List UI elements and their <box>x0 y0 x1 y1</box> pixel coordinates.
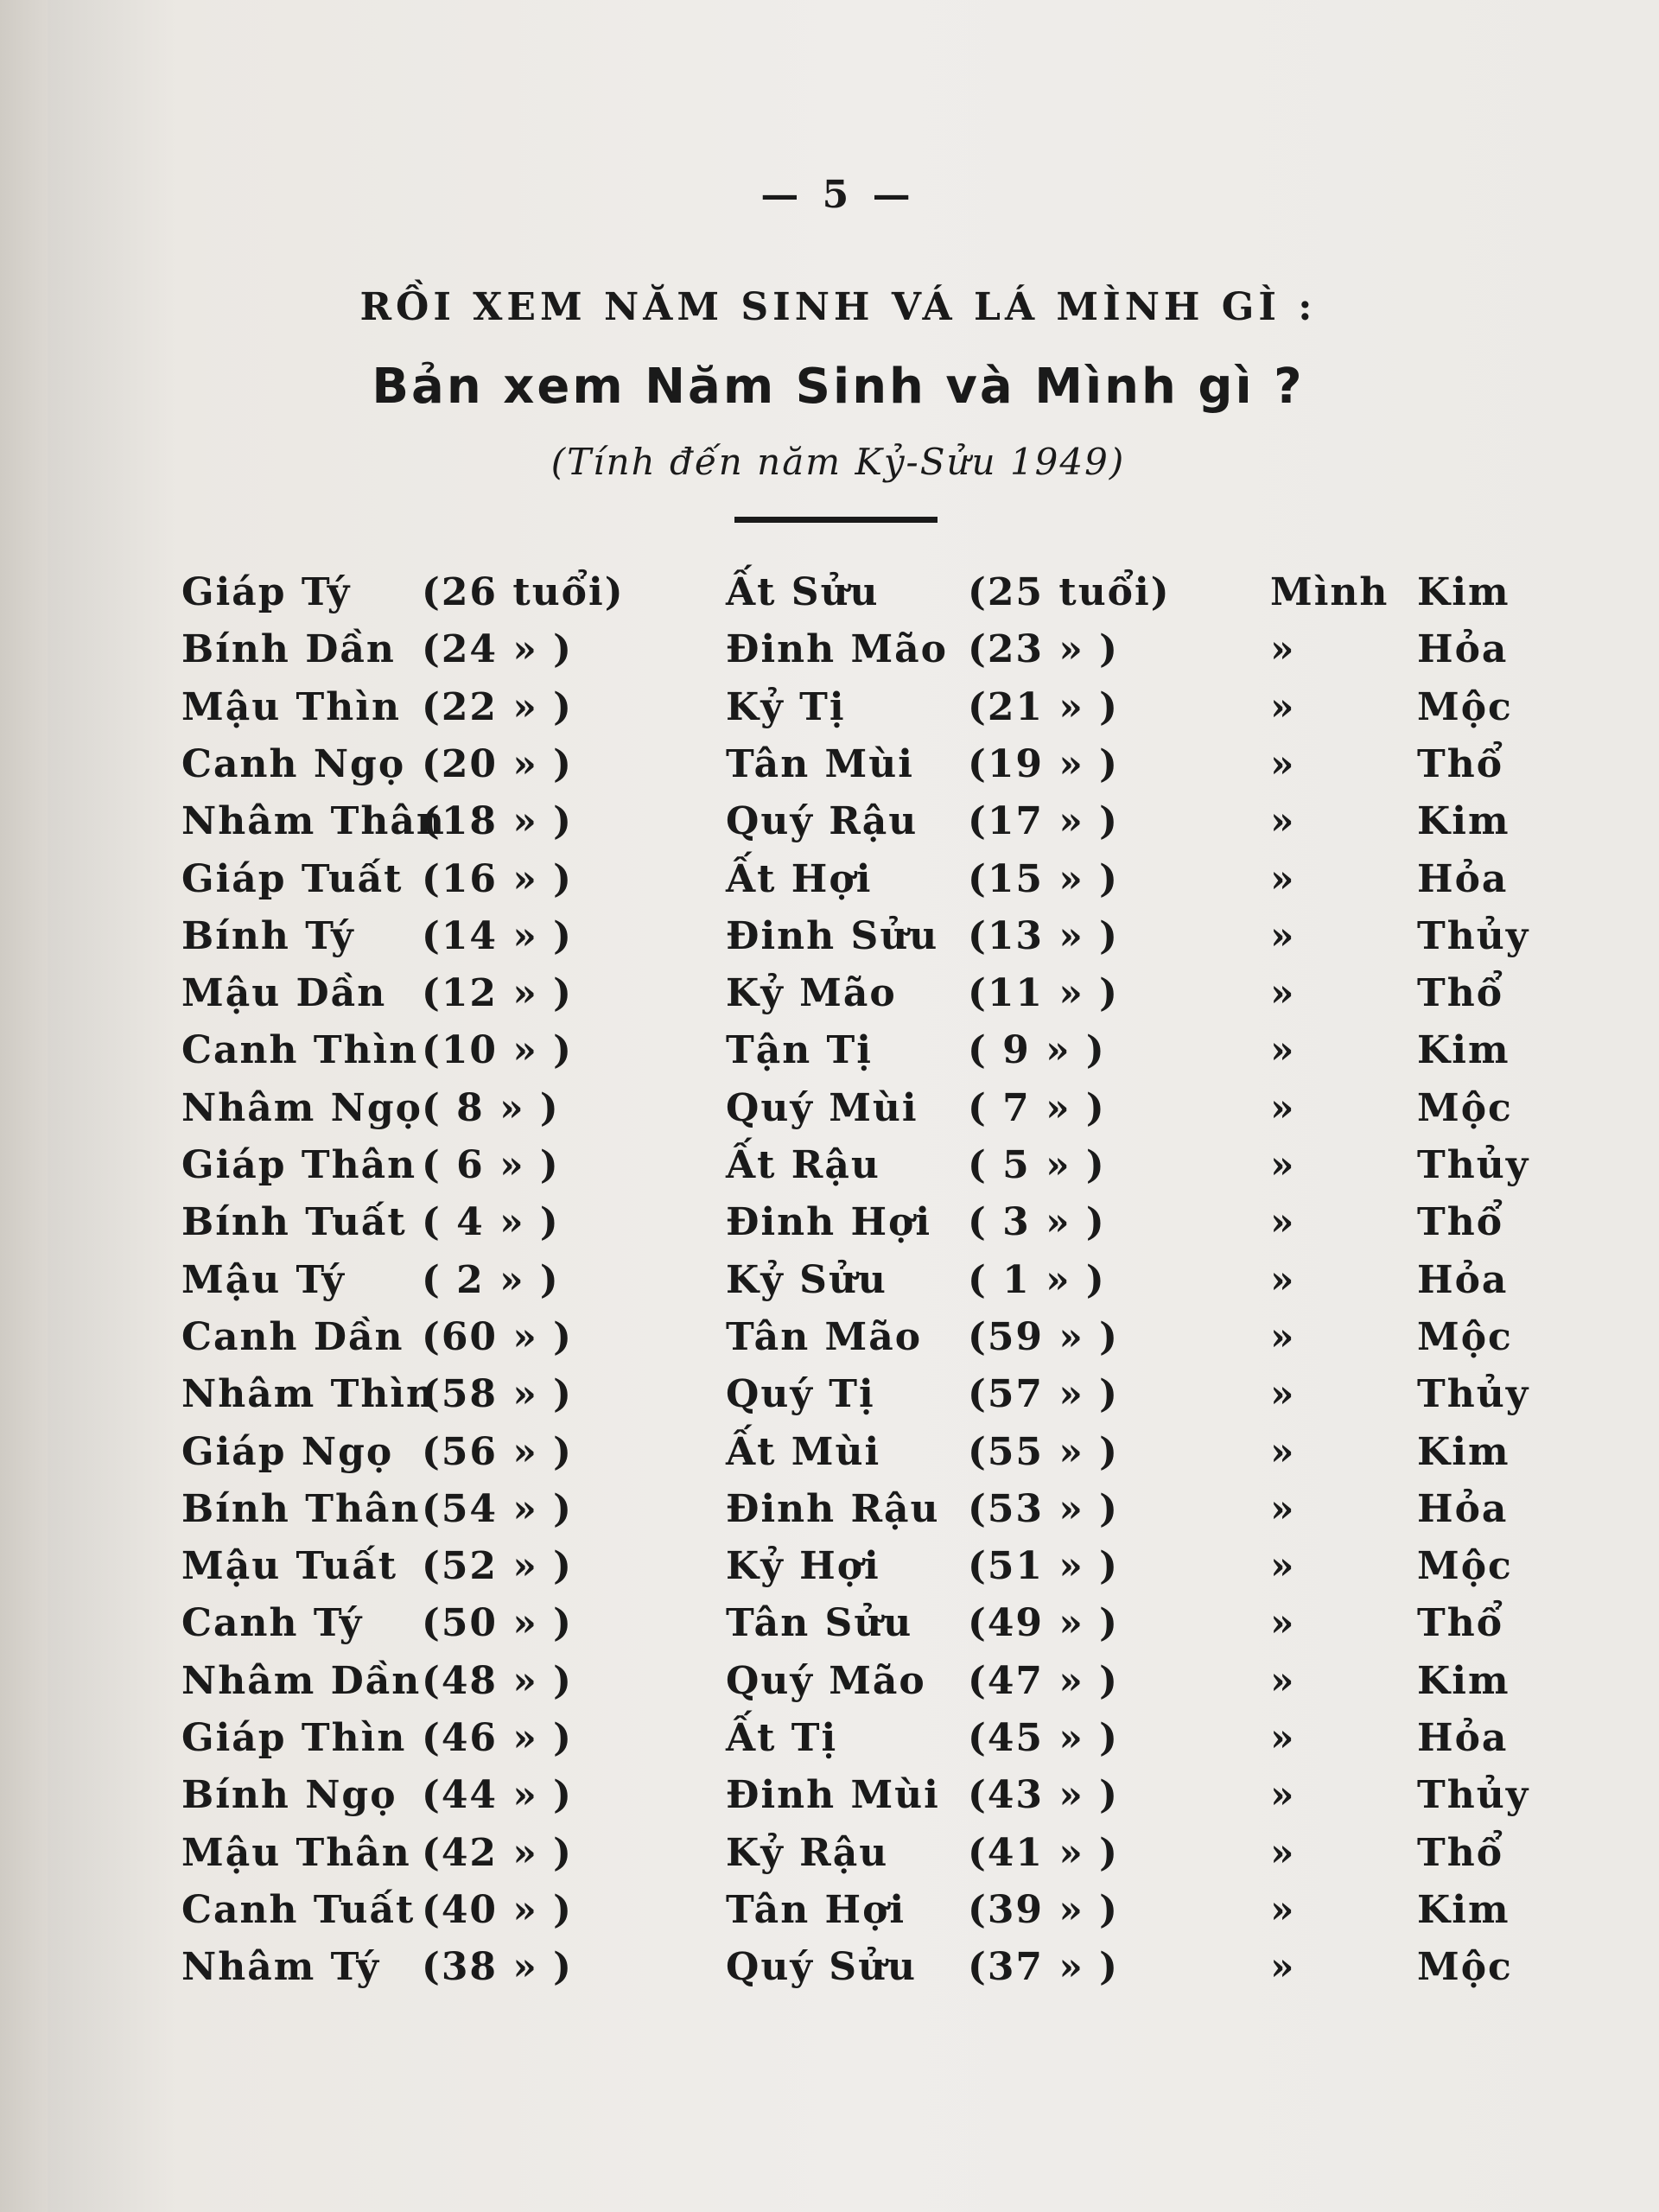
element-cell: Hỏa <box>1417 1716 1509 1760</box>
age-cell: (38 » ) <box>422 1945 574 1990</box>
age-cell: (11 » ) <box>968 971 1120 1016</box>
element-cell: Thổ <box>1417 1200 1504 1245</box>
element-cell: Kim <box>1417 1429 1510 1474</box>
label-cell: » <box>1270 1887 1296 1932</box>
element-cell: Kim <box>1417 799 1510 844</box>
element-cell: Thủy <box>1417 1773 1530 1818</box>
label-cell: » <box>1270 741 1296 786</box>
table-row <box>0 1143 1659 1195</box>
table-row <box>0 1716 1659 1768</box>
element-cell: Mộc <box>1417 1544 1513 1589</box>
title-underline <box>734 517 938 523</box>
age-cell: (13 » ) <box>968 913 1120 958</box>
table-row <box>0 799 1659 851</box>
label-cell: » <box>1270 1544 1296 1589</box>
age-cell: (46 » ) <box>422 1716 574 1760</box>
age-cell: (19 » ) <box>968 741 1120 786</box>
table-row <box>0 1258 1659 1310</box>
year-name-cell: Tân Mùi <box>726 741 914 786</box>
year-name-cell: Đinh Sửu <box>726 913 939 958</box>
year-name-cell: Giáp Thân <box>181 1143 417 1187</box>
year-name-cell: Mậu Tuất <box>181 1544 398 1589</box>
year-name-cell: Ất Mùi <box>726 1429 881 1474</box>
element-cell: Mộc <box>1417 1945 1513 1990</box>
table-row <box>0 1888 1659 1940</box>
label-cell: » <box>1270 913 1296 958</box>
year-name-cell: Quý Rậu <box>726 799 918 844</box>
element-cell: Kim <box>1417 1887 1510 1932</box>
year-name-cell: Tân Mão <box>726 1314 923 1359</box>
age-cell: (45 » ) <box>968 1716 1120 1760</box>
year-name-cell: Ất Sửu <box>726 570 880 614</box>
label-cell: » <box>1270 1200 1296 1245</box>
element-cell: Hỏa <box>1417 856 1509 901</box>
table-row <box>0 1601 1659 1653</box>
year-name-cell: Kỷ Sửu <box>726 1257 887 1302</box>
element-cell: Mộc <box>1417 1085 1513 1130</box>
table-row <box>0 627 1659 679</box>
year-name-cell: Mậu Thân <box>181 1830 411 1875</box>
page-number: — 5 — <box>760 173 916 217</box>
year-name-cell: Ất Rậu <box>726 1143 880 1187</box>
label-cell: » <box>1270 1945 1296 1990</box>
year-name-cell: Canh Tý <box>181 1601 364 1646</box>
age-cell: (41 » ) <box>968 1830 1120 1875</box>
table-subtitle: (Tính đến năm Kỷ-Sửu 1949) <box>550 441 1126 483</box>
year-name-cell: Giáp Ngọ <box>181 1429 394 1474</box>
age-cell: (24 » ) <box>422 627 574 672</box>
table-title: Bản xem Năm Sinh và Mình gì ? <box>372 359 1305 415</box>
age-cell: (59 » ) <box>968 1314 1120 1359</box>
table-row <box>0 742 1659 794</box>
element-cell: Hỏa <box>1417 627 1509 672</box>
table-row <box>0 1200 1659 1252</box>
age-cell: ( 5 » ) <box>968 1143 1106 1187</box>
table-row <box>0 1372 1659 1424</box>
age-cell: ( 2 » ) <box>422 1257 560 1302</box>
table-row <box>0 1086 1659 1138</box>
label-cell: Mình <box>1270 570 1389 614</box>
year-name-cell: Quý Sửu <box>726 1945 917 1990</box>
year-name-cell: Bính Tý <box>181 913 355 958</box>
age-cell: ( 1 » ) <box>968 1257 1106 1302</box>
year-name-cell: Bính Tuất <box>181 1200 407 1245</box>
year-name-cell: Canh Dần <box>181 1314 404 1359</box>
age-cell: (18 » ) <box>422 799 574 844</box>
label-cell: » <box>1270 1429 1296 1474</box>
label-cell: » <box>1270 971 1296 1016</box>
age-cell: (40 » ) <box>422 1887 574 1932</box>
element-cell: Hỏa <box>1417 1486 1509 1531</box>
age-cell: (44 » ) <box>422 1773 574 1818</box>
age-cell: (20 » ) <box>422 741 574 786</box>
year-name-cell: Mậu Dần <box>181 971 387 1016</box>
year-name-cell: Tân Hợi <box>726 1887 906 1932</box>
age-cell: (55 » ) <box>968 1429 1120 1474</box>
age-cell: (12 » ) <box>422 971 574 1016</box>
year-name-cell: Đinh Mùi <box>726 1773 940 1818</box>
age-cell: (53 » ) <box>968 1486 1120 1531</box>
age-cell: (50 » ) <box>422 1601 574 1646</box>
table-row <box>0 1659 1659 1711</box>
label-cell: » <box>1270 1143 1296 1187</box>
age-cell: (48 » ) <box>422 1658 574 1703</box>
element-cell: Mộc <box>1417 684 1513 729</box>
label-cell: » <box>1270 1028 1296 1073</box>
age-cell: (25 tuổi) <box>968 570 1171 614</box>
element-cell: Thổ <box>1417 741 1504 786</box>
element-cell: Kim <box>1417 1028 1510 1073</box>
age-cell: (23 » ) <box>968 627 1120 672</box>
label-cell: » <box>1270 1601 1296 1646</box>
age-cell: ( 3 » ) <box>968 1200 1106 1245</box>
year-name-cell: Mậu Thìn <box>181 684 401 729</box>
year-name-cell: Đinh Mão <box>726 627 949 672</box>
label-cell: » <box>1270 799 1296 844</box>
age-cell: (17 » ) <box>968 799 1120 844</box>
year-name-cell: Nhâm Dần <box>181 1658 422 1703</box>
table-row <box>0 570 1659 622</box>
table-row <box>0 1028 1659 1080</box>
table-row <box>0 857 1659 909</box>
year-name-cell: Quý Mão <box>726 1658 926 1703</box>
section-heading: RỒI XEM NĂM SINH VÁ LÁ MÌNH GÌ : <box>359 285 1317 329</box>
year-name-cell: Mậu Tý <box>181 1257 346 1302</box>
year-name-cell: Nhâm Ngọ <box>181 1085 423 1130</box>
element-cell: Thổ <box>1417 1601 1504 1646</box>
year-name-cell: Kỷ Mão <box>726 971 897 1016</box>
year-name-cell: Bính Ngọ <box>181 1773 397 1818</box>
table-row <box>0 1315 1659 1367</box>
year-name-cell: Ất Hợi <box>726 856 873 901</box>
table-row <box>0 1945 1659 1997</box>
element-cell: Thủy <box>1417 1143 1530 1187</box>
year-name-cell: Giáp Thìn <box>181 1716 407 1760</box>
age-cell: (54 » ) <box>422 1486 574 1531</box>
age-cell: ( 6 » ) <box>422 1143 560 1187</box>
age-cell: ( 9 » ) <box>968 1028 1106 1073</box>
age-cell: (47 » ) <box>968 1658 1120 1703</box>
year-name-cell: Nhâm Tý <box>181 1945 381 1990</box>
label-cell: » <box>1270 1486 1296 1531</box>
table-row <box>0 1831 1659 1883</box>
age-cell: (37 » ) <box>968 1945 1120 1990</box>
label-cell: » <box>1270 1716 1296 1760</box>
age-cell: (10 » ) <box>422 1028 574 1073</box>
year-name-cell: Đinh Rậu <box>726 1486 940 1531</box>
year-name-cell: Kỷ Hợi <box>726 1544 880 1589</box>
table-row <box>0 1430 1659 1482</box>
element-cell: Thủy <box>1417 1372 1530 1417</box>
label-cell: » <box>1270 1085 1296 1130</box>
label-cell: » <box>1270 1314 1296 1359</box>
age-cell: (42 » ) <box>422 1830 574 1875</box>
year-name-cell: Đinh Hợi <box>726 1200 932 1245</box>
year-name-cell: Canh Tuất <box>181 1887 416 1932</box>
age-cell: ( 8 » ) <box>422 1085 560 1130</box>
element-cell: Thổ <box>1417 971 1504 1016</box>
label-cell: » <box>1270 627 1296 672</box>
label-cell: » <box>1270 1658 1296 1703</box>
element-cell: Thủy <box>1417 913 1530 958</box>
year-name-cell: Tận Tị <box>726 1028 874 1073</box>
year-name-cell: Canh Thìn <box>181 1028 419 1073</box>
age-cell: (14 » ) <box>422 913 574 958</box>
year-name-cell: Kỷ Rậu <box>726 1830 889 1875</box>
year-name-cell: Quý Mùi <box>726 1085 918 1130</box>
element-cell: Kim <box>1417 1658 1510 1703</box>
year-name-cell: Canh Ngọ <box>181 741 406 786</box>
element-cell: Hỏa <box>1417 1257 1509 1302</box>
label-cell: » <box>1270 856 1296 901</box>
age-cell: (57 » ) <box>968 1372 1120 1417</box>
year-name-cell: Bính Thân <box>181 1486 421 1531</box>
age-cell: ( 4 » ) <box>422 1200 560 1245</box>
table-row <box>0 971 1659 1023</box>
age-cell: (51 » ) <box>968 1544 1120 1589</box>
table-row <box>0 1544 1659 1596</box>
age-cell: (39 » ) <box>968 1887 1120 1932</box>
label-cell: » <box>1270 1830 1296 1875</box>
year-name-cell: Nhâm Thìn <box>181 1372 436 1417</box>
age-cell: (22 » ) <box>422 684 574 729</box>
year-name-cell: Giáp Tuất <box>181 856 404 901</box>
table-row <box>0 685 1659 737</box>
element-cell: Mộc <box>1417 1314 1513 1359</box>
year-name-cell: Ất Tị <box>726 1716 838 1760</box>
year-name-cell: Quý Tị <box>726 1372 875 1417</box>
table-row <box>0 914 1659 966</box>
year-name-cell: Tân Sửu <box>726 1601 913 1646</box>
age-cell: (16 » ) <box>422 856 574 901</box>
label-cell: » <box>1270 684 1296 729</box>
age-cell: (43 » ) <box>968 1773 1120 1818</box>
age-cell: (60 » ) <box>422 1314 574 1359</box>
element-cell: Kim <box>1417 570 1510 614</box>
label-cell: » <box>1270 1257 1296 1302</box>
label-cell: » <box>1270 1372 1296 1417</box>
table-row <box>0 1773 1659 1825</box>
age-cell: (52 » ) <box>422 1544 574 1589</box>
year-name-cell: Nhâm Thân <box>181 799 446 844</box>
year-name-cell: Kỷ Tị <box>726 684 846 729</box>
age-cell: (15 » ) <box>968 856 1120 901</box>
label-cell: » <box>1270 1773 1296 1818</box>
year-name-cell: Giáp Tý <box>181 570 352 614</box>
age-cell: (26 tuổi) <box>422 570 625 614</box>
age-cell: (56 » ) <box>422 1429 574 1474</box>
table-row <box>0 1487 1659 1539</box>
element-cell: Thổ <box>1417 1830 1504 1875</box>
age-cell: (58 » ) <box>422 1372 574 1417</box>
age-cell: (49 » ) <box>968 1601 1120 1646</box>
age-cell: (21 » ) <box>968 684 1120 729</box>
year-name-cell: Bính Dần <box>181 627 396 672</box>
age-cell: ( 7 » ) <box>968 1085 1106 1130</box>
